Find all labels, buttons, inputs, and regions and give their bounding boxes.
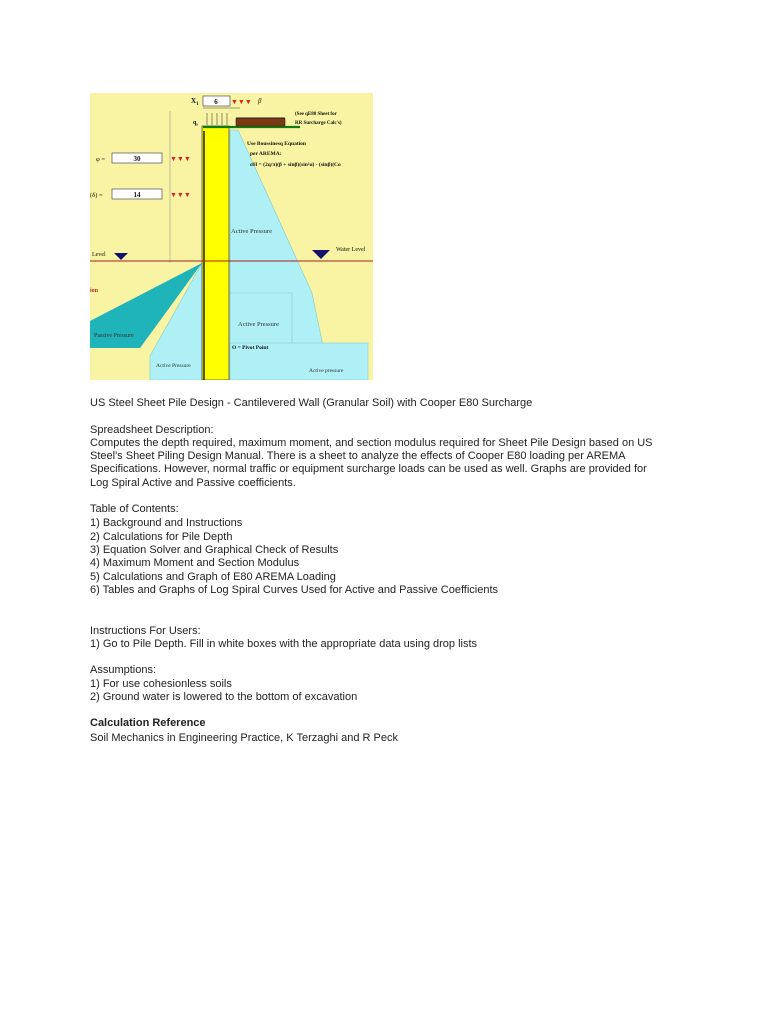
pivot-point-label: O = Pivot Point xyxy=(232,345,269,351)
phi-value: 30 xyxy=(133,155,141,163)
railroad-surcharge xyxy=(236,118,285,126)
note-line-1: (See qE80 Sheet for xyxy=(295,112,337,117)
water-level-right-label: Water Level xyxy=(336,247,366,253)
note-line-2: RR Surcharge Calc's) xyxy=(295,121,342,126)
boussinesq-line-2: per AREMA: xyxy=(250,151,282,157)
toc-item: 3) Equation Solver and Graphical Check of Results xyxy=(90,544,339,556)
red-markers-delta: ▼▼▼ xyxy=(170,191,191,199)
active-pressure-upper-label: Active Pressure xyxy=(231,228,272,235)
passive-pressure-label: Passive Pressure xyxy=(94,333,134,339)
description-heading: Spreadsheet Description: xyxy=(90,424,214,436)
description-line: Computes the depth required, maximum moment, and section modulus required for Sheet Pile Design based on US xyxy=(90,437,653,449)
red-markers-phi: ▼▼▼ xyxy=(170,155,191,163)
toc-item: 4) Maximum Moment and Section Modulus xyxy=(90,557,300,569)
description-line: Steel's Sheet Piling Design Manual. There is a sheet to analyze the effects of Cooper E80 loading per AREMA xyxy=(90,450,626,462)
toc-item: 1) Background and Instructions xyxy=(90,517,243,529)
sheet-pile-diagram xyxy=(90,93,373,380)
description-line: Specifications. However, normal traffic or equipment surcharge loads can be used as well. Graphs are provided for xyxy=(90,463,647,475)
assumptions-heading: Assumptions: xyxy=(90,664,157,676)
q-label: $q_s$ xyxy=(193,120,198,127)
boussinesq-line-1: Use Boussinesq Equation xyxy=(247,141,306,147)
assumptions-item: 1) For use cohesionless soils xyxy=(90,678,232,690)
active-pressure-bottom-right-label: Active pressure xyxy=(309,368,344,374)
phi-label: φ = xyxy=(96,156,106,163)
toc-item: 2) Calculations for Pile Depth xyxy=(90,531,233,543)
beta-symbol: β xyxy=(258,97,262,105)
instructions-item: 1) Go to Pile Depth. Fill in white boxes with the appropriate data using drop lists xyxy=(90,638,478,650)
water-level-left-label: Level xyxy=(92,252,106,258)
red-markers-x1: ▼▼▼ xyxy=(231,98,252,106)
reference-text: Soil Mechanics in Engineering Practice, K Terzaghi and R Peck xyxy=(90,732,398,744)
page-title: US Steel Sheet Pile Design - Cantilevered Wall (Granular Soil) with Cooper E80 Surcharge xyxy=(90,397,533,409)
x1-value: 6 xyxy=(214,98,218,106)
boussinesq-equation: σH = (2q/π)(β + sinβ)(sin²α) - (sinβ)(Co xyxy=(250,162,341,168)
reference-heading: Calculation Reference xyxy=(90,717,206,729)
tion-label: ion xyxy=(90,288,99,294)
x1-label: $X_1$ xyxy=(191,97,199,107)
description-line: Log Spiral Active and Passive coefficients. xyxy=(90,477,296,489)
assumptions-item: 2) Ground water is lowered to the bottom of excavation xyxy=(90,691,358,703)
sheet-pile xyxy=(202,126,229,380)
active-pressure-bottom-left-label: Active Pressure xyxy=(156,363,191,369)
toc-item: 5) Calculations and Graph of E80 AREMA Loading xyxy=(90,571,336,583)
instructions-heading: Instructions For Users: xyxy=(90,625,201,637)
toc-heading: Table of Contents: xyxy=(90,503,179,515)
delta-value: 14 xyxy=(133,191,141,199)
delta-label: (δ) = xyxy=(90,192,103,199)
active-pressure-mid-label: Active Pressure xyxy=(238,321,279,328)
toc-item: 6) Tables and Graphs of Log Spiral Curves Used for Active and Passive Coefficients xyxy=(90,584,499,596)
